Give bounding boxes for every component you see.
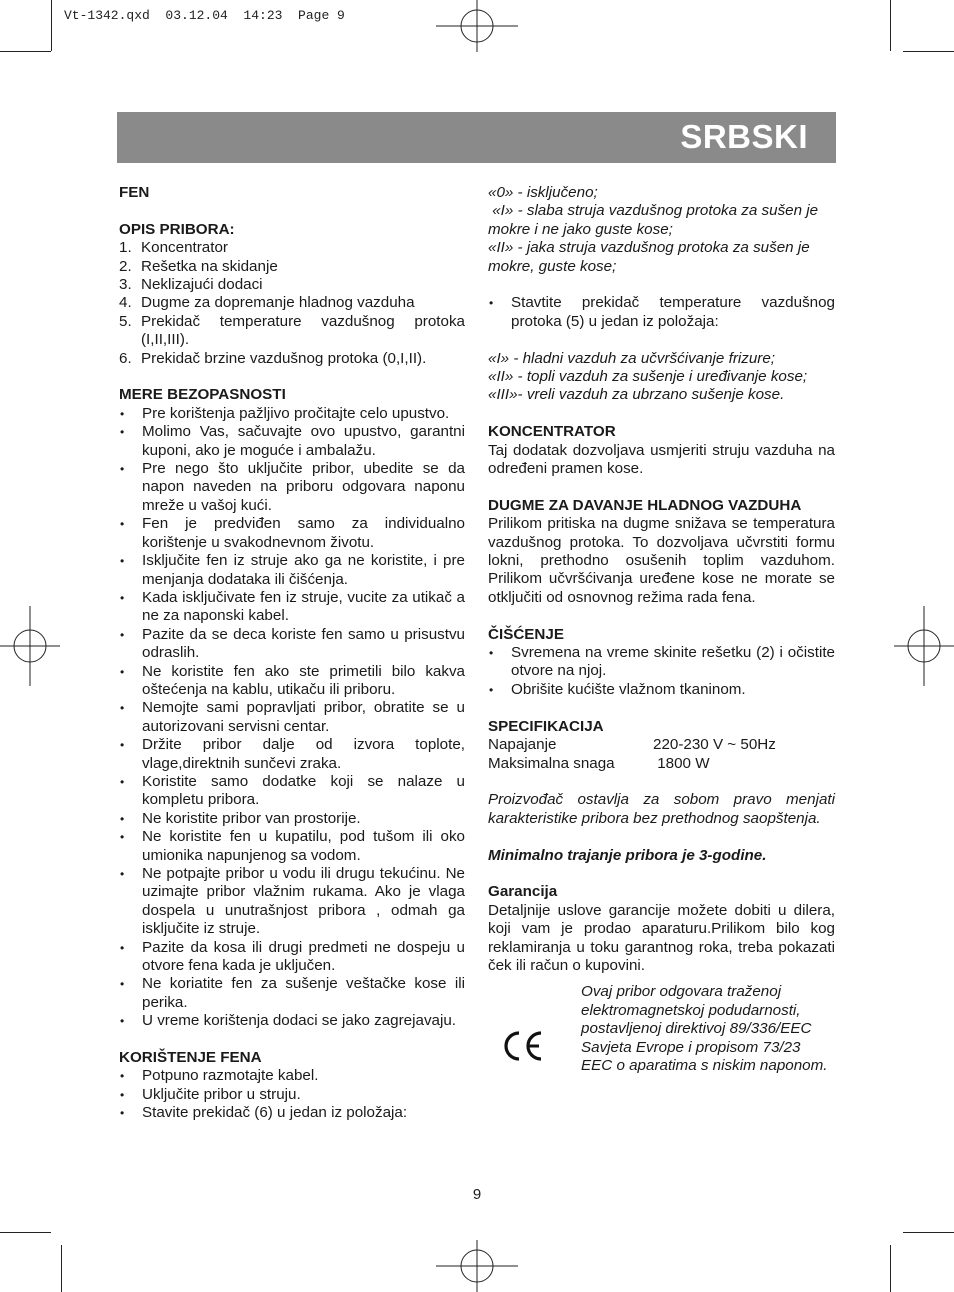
bullet-icon: •	[120, 425, 125, 440]
list-item: • Svremena na vreme skinite rešetku (2) i očistite otvore na njoj.	[489, 644, 835, 680]
mode-line: «III»- vreli vazduh za ubrzano sušenje kose.	[488, 386, 785, 404]
list-item: 2. Rešetka na skidanje	[119, 257, 278, 275]
opis-list	[119, 239, 465, 368]
dugme-text: Prilikom pritiska na dugme snižava se temperatura vazdušnog protoka. To dozvoljava učvrstiti formu lokni, prethodno osušenih toplim vazduhom. Prilikom učvršćivanja uređene kose ne morate se otključiti od osnovnog režima rada fena.	[488, 515, 835, 606]
safety-list	[119, 405, 465, 1031]
bullet-icon: •	[120, 1069, 125, 1084]
lifetime-note: Minimalno trajanje pribora je 3-godine.	[488, 846, 767, 864]
left-column	[119, 184, 465, 1123]
bullet-icon: •	[120, 517, 125, 532]
bullet-icon: •	[120, 664, 125, 679]
bullet-icon: •	[120, 867, 125, 881]
list-item: • Ne potpajte pribor u vodu ili drugu tekućinu. Ne uzimajte pribor vlažnim rukama. Ako je vlaga dospela u unutrašnjost pribora , odmah ga isključite iz struje.	[120, 865, 465, 938]
list-item: • Ne koristite pribor van prostorije.	[120, 809, 361, 827]
bullet-icon: •	[120, 977, 125, 992]
ce-compliance-text: Ovaj pribor odgovara traženoj elektromagnetskoj podudarnosti, postavljenoj direktivoj 89/336/EEC Savjeta Evrope i propisom 73/23 EEC o aparatima s niskim naponom.	[581, 983, 828, 1074]
bullet-icon: •	[489, 296, 494, 311]
bullet-icon: •	[489, 682, 494, 697]
mode-line: «0» - isključeno;	[488, 184, 598, 201]
mode-line: «I» - slaba struja vazdušnog protoka za sušen je mokre i ne jako guste kose;	[488, 202, 823, 238]
bullet-icon: •	[120, 738, 125, 753]
cleaning-list	[488, 644, 835, 699]
list-item: • Pazite da se deca koriste fen samo u prisustvu odraslih.	[120, 625, 465, 662]
registration-mark-bottom	[436, 1240, 518, 1292]
koncentrator-text: Taj dodatak dozvoljava usmjeriti struju vazduha na određeni pramen kose.	[488, 441, 835, 478]
section-title-mere: MERE BEZOPASNOSTI	[119, 386, 286, 404]
registration-mark-right	[894, 606, 954, 686]
page-number: 9	[472, 1186, 482, 1203]
section-title-dugme: DUGME ZA DAVANJE HLADNOG VAZDUHA	[488, 496, 802, 514]
list-item: • Ne koristite fen ako ste primetili bilo kakva oštećenja na kablu, utikaču ili priboru.	[120, 662, 465, 698]
list-item: • Fen je predviđen samo za individualno korištenje u svakodnevnom životu.	[120, 515, 465, 551]
list-item: • Stavite prekidač (6) u jedan iz položaja:	[120, 1104, 408, 1122]
list-item: • Isključite fen iz struje ako ga ne koristite, i pre menjanja dodataka ili čišćenja.	[120, 552, 465, 588]
ce-block	[488, 983, 835, 1075]
list-item: 5. Prekidač temperature vazdušnog protoka (I,II,III).	[119, 312, 465, 349]
manufacturer-note: Proizvođač ostavlja za sobom pravo menjati karakteristike pribora bez prethodnog saopštenja.	[488, 791, 835, 827]
ce-mark-icon	[488, 983, 581, 1075]
list-item: 4. Dugme za dopremanje hladnog vazduha	[119, 294, 415, 312]
print-slug: Vt-1342.qxd 03.12.04 14:23 Page 9	[64, 8, 345, 23]
spec-table	[488, 736, 835, 773]
bullet-icon: •	[489, 646, 494, 661]
bullet-icon: •	[120, 774, 125, 789]
bullet-icon: •	[120, 590, 125, 605]
garancija-text: Detaljnije uslove garancije možete dobiti u dilera, koji vam je prodao aparaturu.Prilikom bilo kog reklamiranja u toku garantnog roka, treba pokazati ček ili račun o kupovini.	[488, 901, 835, 974]
list-item: 1. Koncentrator	[119, 239, 228, 257]
list-item: • Koristite samo dodatke koji se nalaze u kompletu pribora.	[120, 772, 465, 809]
bullet-icon: •	[120, 701, 125, 716]
section-title-opis: OPIS PRIBORA:	[119, 220, 235, 238]
list-item: • Držite pribor dalje od izvora toplote, vlage,direktnih sunčevi zraka.	[120, 736, 465, 772]
bullet-icon: •	[120, 554, 125, 569]
bullet-icon: •	[120, 1106, 125, 1121]
section-title-ciscenje: ČIŠĆENJE	[488, 625, 564, 643]
list-item: • Stavtite prekidač temperature vazdušnog protoka (5) u jedan iz položaja:	[489, 294, 835, 330]
spec-row: Napajanje 220-230 V ~ 50Hz	[488, 736, 776, 754]
list-item: • Kada isključivate fen iz struje, vucite za utikač a ne za naponski kabel.	[120, 588, 465, 625]
section-title-fen: FEN	[119, 184, 150, 201]
usage-list	[119, 1067, 465, 1122]
bullet-icon: •	[120, 830, 125, 845]
banner-title: SRBSKI	[680, 118, 808, 155]
bullet-icon: •	[120, 1014, 125, 1029]
temp-modes	[488, 350, 835, 405]
list-item: • Potpuno razmotajte kabel.	[120, 1067, 319, 1085]
spec-row: Maksimalna snaga 1800 W	[488, 754, 710, 772]
bullet-icon: •	[120, 940, 125, 955]
list-item: • Pazite da kosa ili drugi predmeti ne dospeju u otvore fena kada je uključen.	[120, 938, 465, 975]
list-item: • Obrišite kućište vlažnom tkaninom.	[489, 680, 746, 698]
list-item: 3. Neklizajući dodaci	[119, 276, 263, 294]
registration-mark-left	[0, 606, 60, 686]
right-column	[488, 184, 835, 1075]
bullet-icon: •	[120, 811, 125, 826]
list-item: • Pre korištenja pažljivo pročitajte celo upustvo.	[120, 404, 450, 422]
section-title-garancija: Garancija	[488, 883, 558, 901]
bullet-icon: •	[120, 1087, 125, 1102]
registration-mark-top	[436, 0, 518, 52]
list-item: • U vreme korištenja dodaci se jako zagrejavaju.	[120, 1012, 457, 1030]
language-banner	[117, 112, 836, 163]
section-title-koristenje: KORIŠTENJE FENA	[119, 1049, 262, 1067]
mode-line: «I» - hladni vazduh za učvršćivanje frizure;	[488, 349, 776, 367]
section-title-koncentrator: KONCENTRATOR	[488, 423, 616, 441]
list-item: • Pre nego što uključite pribor, ubedite se da napon naveden na priboru odgovara naponu mreže u vašoj kući.	[120, 460, 465, 514]
bullet-icon: •	[120, 462, 125, 477]
list-item: • Ne koriatite fen za sušenje veštačke kose ili perika.	[120, 975, 465, 1011]
mode-line: «II» - jaka struja vazdušnog protoka za sušen je mokre, guste kose;	[488, 239, 814, 275]
bullet-icon: •	[120, 627, 125, 642]
bullet-icon: •	[120, 406, 125, 421]
speed-modes	[488, 184, 835, 276]
list-item: • Uključite pribor u struju.	[120, 1085, 301, 1103]
list-item: 6. Prekidač brzine vazdušnog protoka (0,I,II).	[119, 349, 427, 367]
mode-line: «II» - topli vazduh za sušenje i uređivanje kose;	[488, 368, 808, 386]
list-item: • Nemojte sami popravljati pribor, obratite se u autorizovani servisni centar.	[120, 699, 465, 735]
list-item: • Molimo Vas, sačuvajte ovo upustvo, garantni kuponi, ako je moguće i ambalažu.	[120, 423, 465, 459]
list-item: • Ne koristite fen u kupatilu, pod tušom ili oko umionika napunjenog sa vodom.	[120, 828, 465, 864]
section-title-spec: SPECIFIKACIJA	[488, 717, 604, 735]
